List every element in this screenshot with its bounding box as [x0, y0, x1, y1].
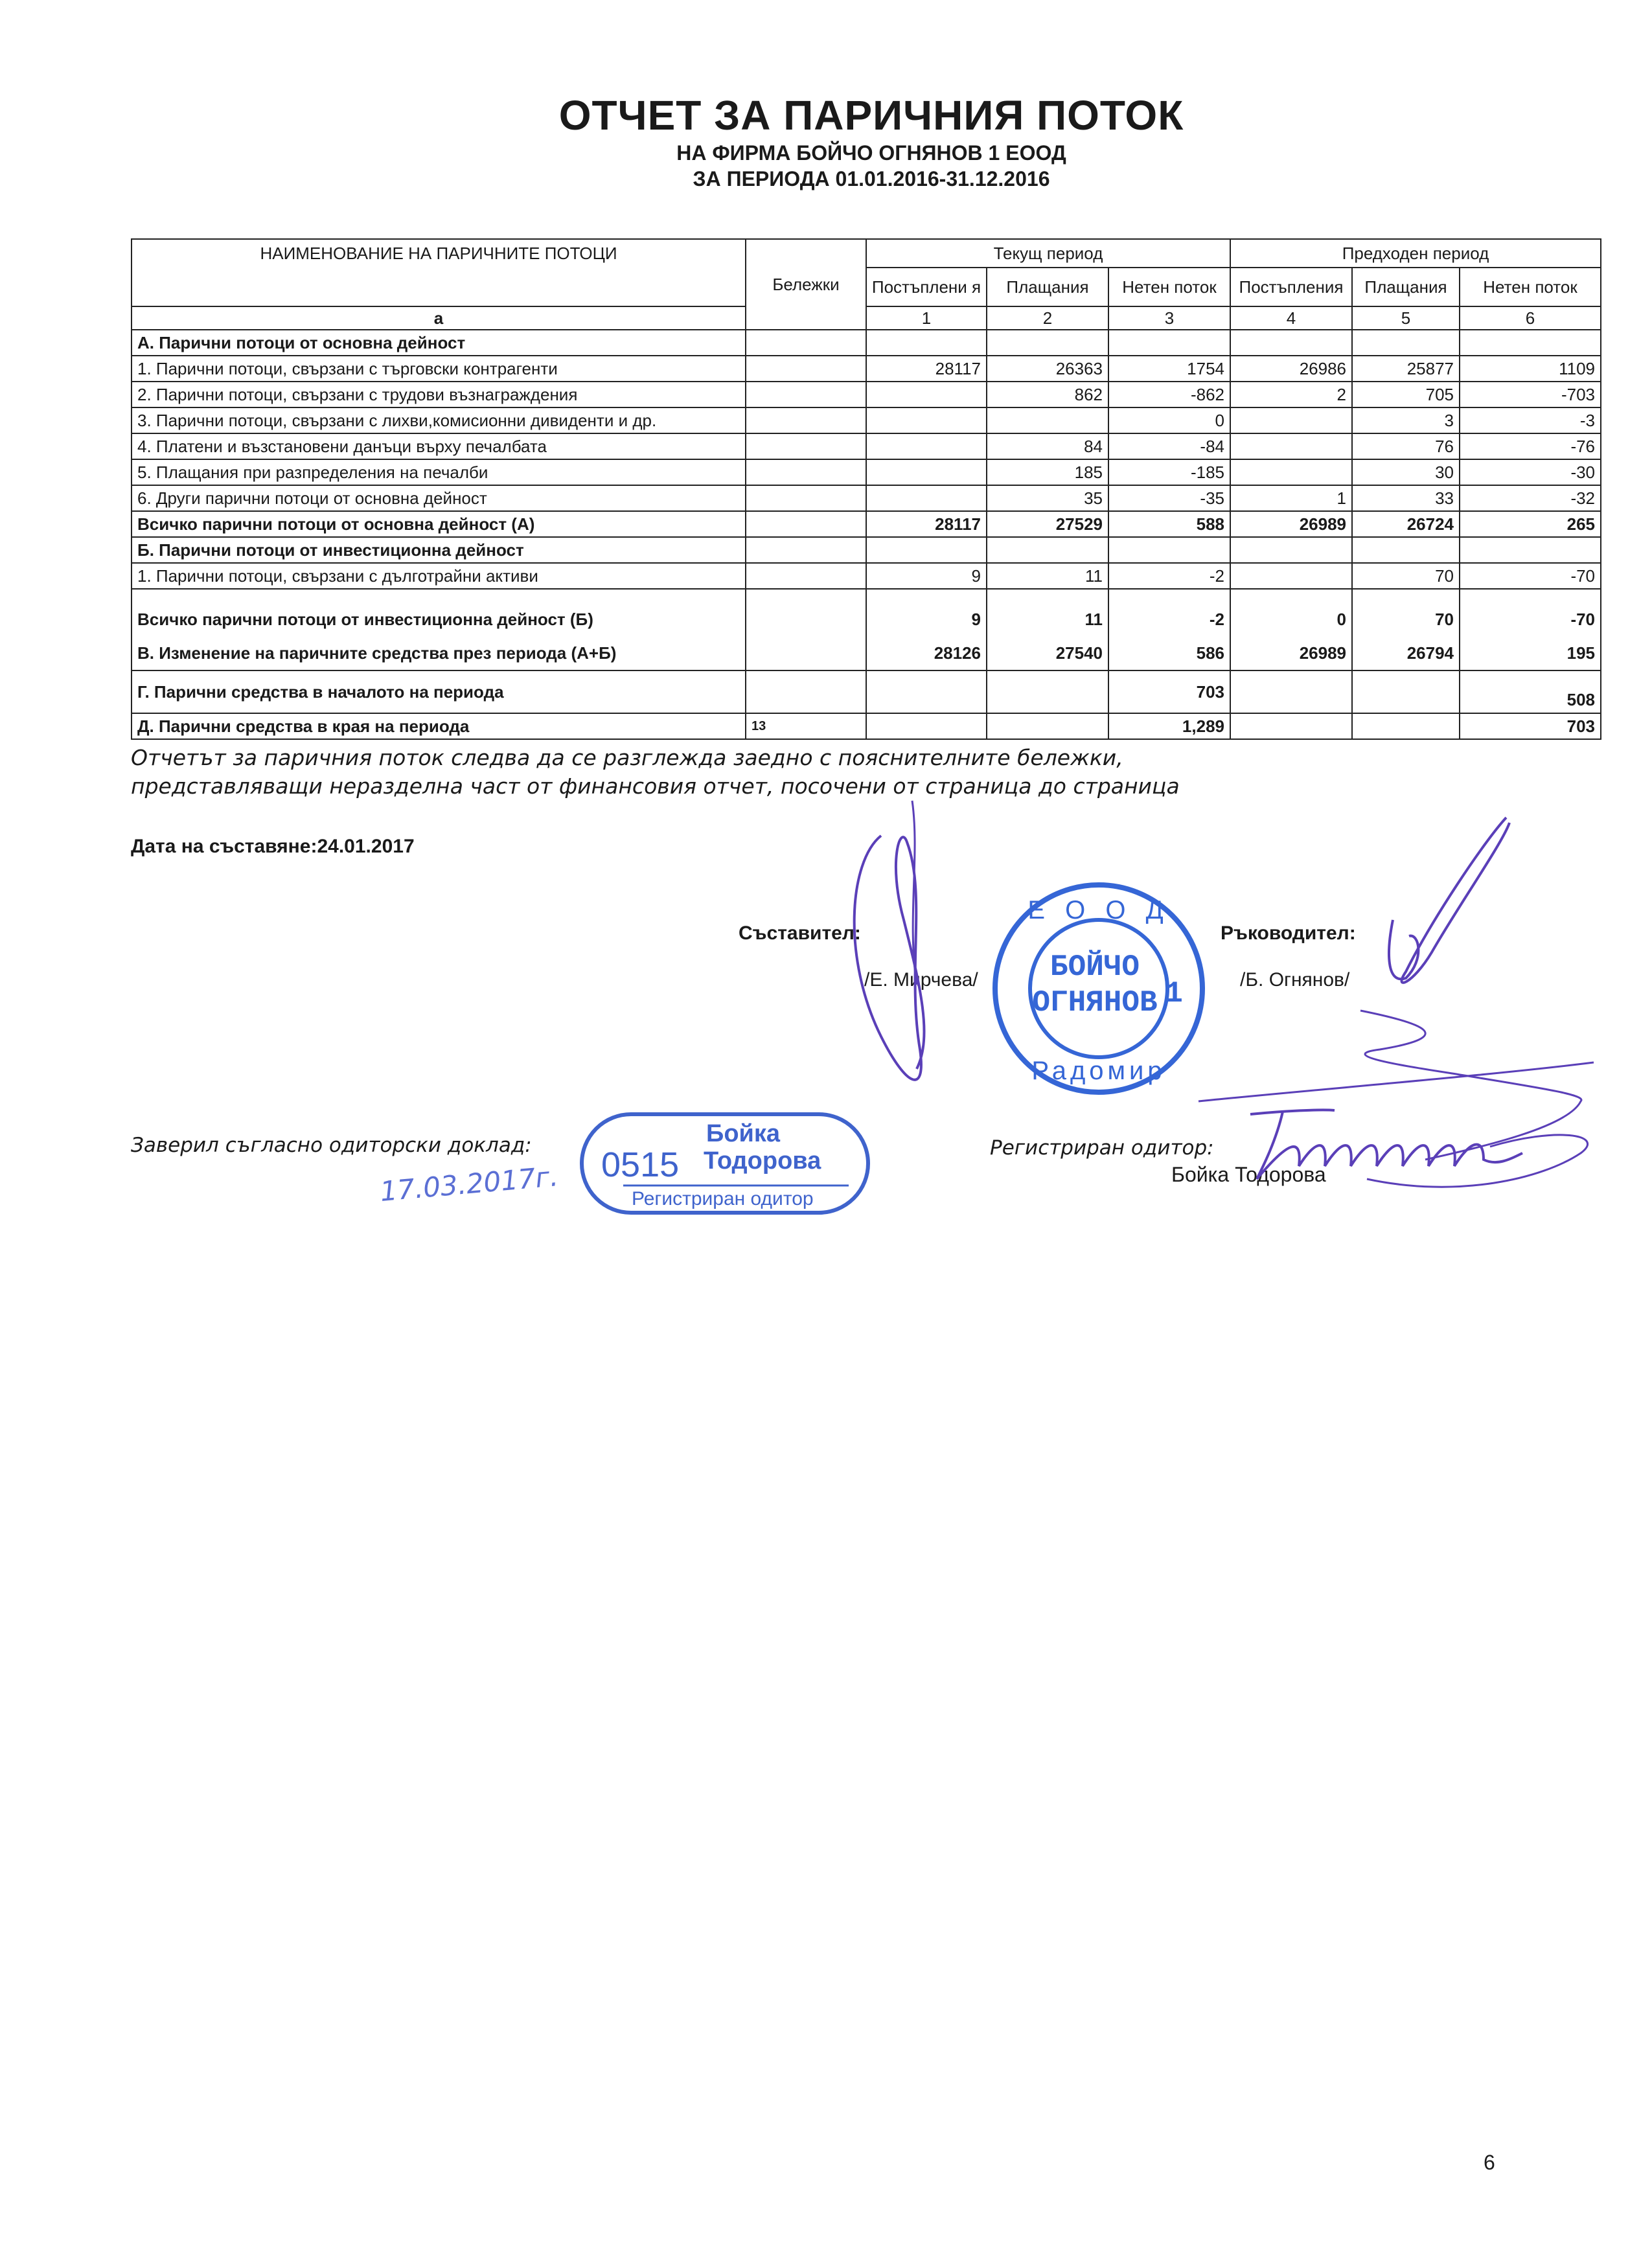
- stamp-name1: Бойка: [706, 1120, 781, 1147]
- header-receipts-previous: Постъпления: [1230, 268, 1352, 306]
- cell-c4: 0 26989: [1230, 589, 1352, 670]
- auditor-name: Бойка Тодорова: [1171, 1163, 1326, 1186]
- cell-c5: 33: [1352, 485, 1460, 511]
- company-stamp: [995, 885, 1202, 1092]
- row-name: Всичко парични потоци от основна дейност (А): [132, 511, 746, 537]
- row-note: 13: [746, 713, 866, 739]
- cell-c2: 862: [987, 382, 1108, 407]
- auditor-signature: [1250, 1110, 1522, 1179]
- cell-c5: 3: [1352, 407, 1460, 433]
- registered-auditor-label: Регистриран одитор:: [990, 1136, 1214, 1160]
- row-name: 5. Плащания при разпределения на печалби: [132, 459, 746, 485]
- cell-c5: 76: [1352, 433, 1460, 459]
- index-cell: 2: [987, 306, 1108, 330]
- footnote-line: Отчетът за паричния поток следва да се разглежда заедно с пояснителните бележки,: [131, 745, 1123, 770]
- stamp-name2: Тодорова: [704, 1147, 821, 1174]
- cell-c6: -76: [1460, 433, 1601, 459]
- index-cell: 4: [1230, 306, 1352, 330]
- stamp-number: 0515: [601, 1145, 680, 1184]
- cell-c6: -70 195: [1460, 589, 1601, 670]
- row-name: 6. Други парични потоци от основна дейност: [132, 485, 746, 511]
- cell-c5: 70 26794: [1352, 589, 1460, 670]
- cell-c4: 2: [1230, 382, 1352, 407]
- index-cell: 1: [866, 306, 987, 330]
- stamp-bottom-text: Радомир: [1031, 1057, 1166, 1085]
- stamp-top-text: Е О О Д: [1027, 896, 1170, 924]
- cell-c5: 26724: [1352, 511, 1460, 537]
- row-name-b-total: Всичко парични потоци от инвестиционна дейност (Б): [137, 610, 593, 629]
- footnote-line: представляващи неразделна част от финансовия отчет, посочени от страница до страница: [131, 773, 1180, 799]
- page-number: 6: [1484, 2151, 1495, 2174]
- stamp-line1: БОЙЧО: [1050, 950, 1140, 984]
- cell-c2: 11 27540: [987, 589, 1108, 670]
- cell-c6: -70: [1460, 563, 1601, 589]
- cell-c6: 703: [1460, 713, 1601, 739]
- cell-c3: -2: [1108, 563, 1230, 589]
- cell-c1: 28117: [866, 511, 987, 537]
- index-cell: 3: [1108, 306, 1230, 330]
- cell-c6: -3: [1460, 407, 1601, 433]
- stamp-digit: 1: [1165, 977, 1183, 1011]
- row-name: 4. Платени и възстановени данъци върху печалбата: [132, 433, 746, 459]
- report-title: ОТЧЕТ ЗА ПАРИЧНИЯ ПОТОК: [558, 92, 1184, 139]
- auditor-stamp: [582, 1114, 868, 1213]
- cell-c3: -84: [1108, 433, 1230, 459]
- header-net-previous: Нетен поток: [1460, 268, 1601, 306]
- row-name-v-change: В. Изменение на паричните средства през периода (А+Б): [137, 643, 617, 663]
- header-payments-previous: Плащания: [1352, 268, 1460, 306]
- cell-c1: 9 28126: [866, 589, 987, 670]
- header-current-period: Текущ период: [866, 239, 1230, 268]
- compiler-name: /Е. Мирчева/: [864, 969, 978, 991]
- cell-c6: 1109: [1460, 356, 1601, 382]
- cell-c6: 265: [1460, 511, 1601, 537]
- row-name: Д. Парични средства в края на периода: [132, 713, 746, 739]
- cell-c5: 705: [1352, 382, 1460, 407]
- cell-c1: 9: [866, 563, 987, 589]
- cell-c5: 25877: [1352, 356, 1460, 382]
- cell-c2: 84: [987, 433, 1108, 459]
- period-line: ЗА ПЕРИОДА 01.01.2016-31.12.2016: [693, 167, 1050, 190]
- cell-c5: 70: [1352, 563, 1460, 589]
- header-receipts-current: Постъплени я: [866, 268, 987, 306]
- cell-c6: -30: [1460, 459, 1601, 485]
- manager-signature: [1389, 818, 1509, 983]
- cell-c6: -32: [1460, 485, 1601, 511]
- header-notes: Бележки: [746, 239, 866, 330]
- index-cell: 5: [1352, 306, 1460, 330]
- index-cell: а: [132, 306, 746, 330]
- row-name: А. Парични потоци от основна дейност: [132, 330, 746, 356]
- cell-c3: 1754: [1108, 356, 1230, 382]
- header-name: НАИМЕНОВАНИЕ НА ПАРИЧНИТЕ ПОТОЦИ: [132, 239, 746, 306]
- row-name: Б. Парични потоци от инвестиционна дейност: [132, 537, 746, 563]
- cell-c2: 35: [987, 485, 1108, 511]
- cell-c2: 185: [987, 459, 1108, 485]
- cell-c3: -862: [1108, 382, 1230, 407]
- cell-c2: 27529: [987, 511, 1108, 537]
- cell-c3: 1,289: [1108, 713, 1230, 739]
- cell-c4: 1: [1230, 485, 1352, 511]
- manager-name: /Б. Огнянов/: [1240, 969, 1350, 991]
- cell-c2: 11: [987, 563, 1108, 589]
- row-name: 3. Парични потоци, свързани с лихви,комисионни дивиденти и др.: [132, 407, 746, 433]
- cell-c3: 588: [1108, 511, 1230, 537]
- handwritten-date: 17.03.2017г.: [378, 1160, 560, 1208]
- row-name: 1. Парични потоци, свързани с търговски контрагенти: [132, 356, 746, 382]
- company-line: НА ФИРМА БОЙЧО ОГНЯНОВ 1 ЕООД: [676, 141, 1066, 165]
- stamp-line2: ОГНЯНОВ: [1032, 986, 1158, 1020]
- row-name: 1. Парични потоци, свързани с дълготрайни активи: [132, 563, 746, 589]
- header-net-current: Нетен поток: [1108, 268, 1230, 306]
- stamp-role: Регистриран одитор: [632, 1188, 814, 1209]
- row-name: Г. Парични средства в началото на периода: [132, 670, 746, 713]
- cell-c3: -2 586: [1108, 589, 1230, 670]
- cell-c2: 26363: [987, 356, 1108, 382]
- cell-c3: 0: [1108, 407, 1230, 433]
- compiler-label: Съставител:: [739, 922, 861, 944]
- cell-c4: 26986: [1230, 356, 1352, 382]
- header-previous-period: Предходен период: [1230, 239, 1601, 268]
- cell-c3: -35: [1108, 485, 1230, 511]
- index-cell: 6: [1460, 306, 1601, 330]
- cell-c3: -185: [1108, 459, 1230, 485]
- certified-label: Заверил съгласно одиторски доклад:: [131, 1134, 532, 1157]
- manager-label: Ръководител:: [1221, 922, 1356, 944]
- cell-c4: 26989: [1230, 511, 1352, 537]
- compilation-date: Дата на съставяне:24.01.2017: [131, 836, 415, 857]
- cell-c6: -703: [1460, 382, 1601, 407]
- cell-c3: 703: [1108, 670, 1230, 713]
- cell-c1: 28117: [866, 356, 987, 382]
- cell-c5: 30: [1352, 459, 1460, 485]
- header-payments-current: Плащания: [987, 268, 1108, 306]
- cell-c6: 508: [1460, 670, 1601, 713]
- row-name: 2. Парични потоци, свързани с трудови възнаграждения: [132, 382, 746, 407]
